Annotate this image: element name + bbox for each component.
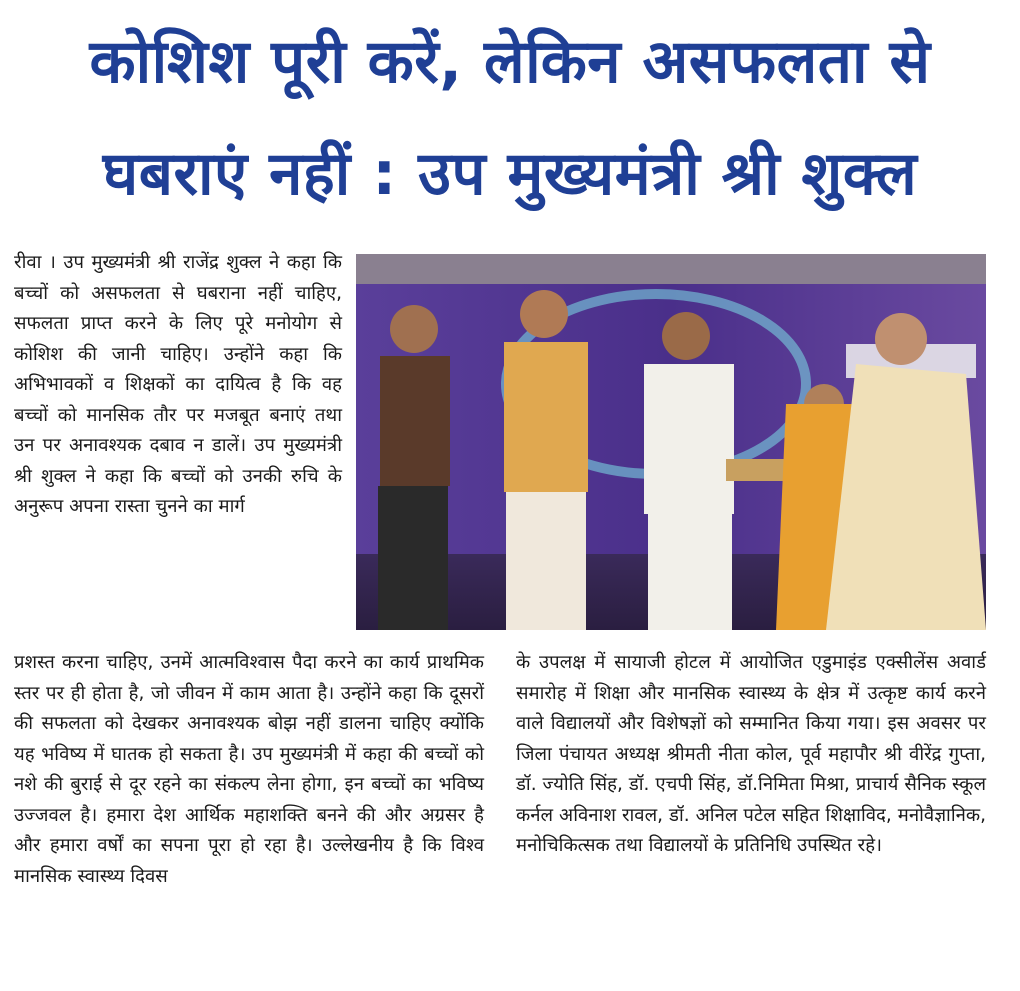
event-photo [356, 254, 986, 630]
award-ceremony-photo [356, 254, 986, 630]
article-column-left-bottom: प्रशस्त करना चाहिए, उनमें आत्मविश्वास पैदा करने का कार्य प्राथमिक स्तर पर ही होता है, जो जीवन में काम आता है। उन्होंने कहा कि दूसरों की सफलता को देखकर अनावश्यक बोझ नहीं डालना चाहिए क्योंकि यह भविष्य में घातक हो सकता है। उप मुख्यमंत्री में कहा की बच्चों को नशे की बुराई से दूर रहने का संकल्प लेना होगा, इन बच्चों का भविष्य उज्जवल है। हमारा देश आर्थिक महाशक्ति बनने की और अग्रसर है और हमारा वर्षों का सपना पूरा हो रहा है। उल्लेखनीय है कि विश्व मानसिक स्वास्थ्य दिवस [14, 652, 484, 887]
headline-line-1: कोशिश पूरी करें, लेकिन असफलता से [89, 27, 931, 97]
article-column-right-bottom: के उपलक्ष में सायाजी होटल में आयोजित एडुमाइंड एक्सीलेंस अवार्ड समारोह में शिक्षा और मानसिक स्वास्थ्य के क्षेत्र में उत्कृष्ट कार्य करने वाले विद्यालयों और विशेषज्ञों को सम्मानित किया गया। इस अवसर पर जिला पंचायत अध्यक्ष श्रीमती नीता कोल, पूर्व महापौर श्री वीरेंद्र गुप्ता, डॉ. ज्योति सिंह, डॉ. एचपी सिंह, डॉ.निमिता मिश्रा, प्राचार्य सैनिक स्कूल कर्नल अविनाश रावल, डॉ. अनिल पटेल सहित शिक्षाविद, मनोवैज्ञानिक, मनोचिकित्सक तथा विद्यालयों के प्रतिनिधि उपस्थित रहे। [516, 652, 986, 856]
headline-line-2: घबराएं नहीं : उप मुख्यमंत्री श्री शुक्ल [102, 139, 918, 209]
article-column-left-top: रीवा । उप मुख्यमंत्री श्री राजेंद्र शुक्ल ने कहा कि बच्चों को असफलता से घबराना नहीं चाहिए, सफलता प्राप्त करने के लिए पूरे मनोयोग से कोशिश की जानी चाहिए। उन्होंने कहा कि अभिभावकों व शिक्षकों का दायित्व है कि वह बच्चों को मानसिक तौर पर मजबूत बनाएं तथा उन पर अनावश्यक दबाव न डालें। उप मुख्यमंत्री श्री शुक्ल ने कहा कि बच्चों को उनकी रुचि के अनुरूप अपना रास्ता चुनने का मार्ग [14, 252, 342, 517]
